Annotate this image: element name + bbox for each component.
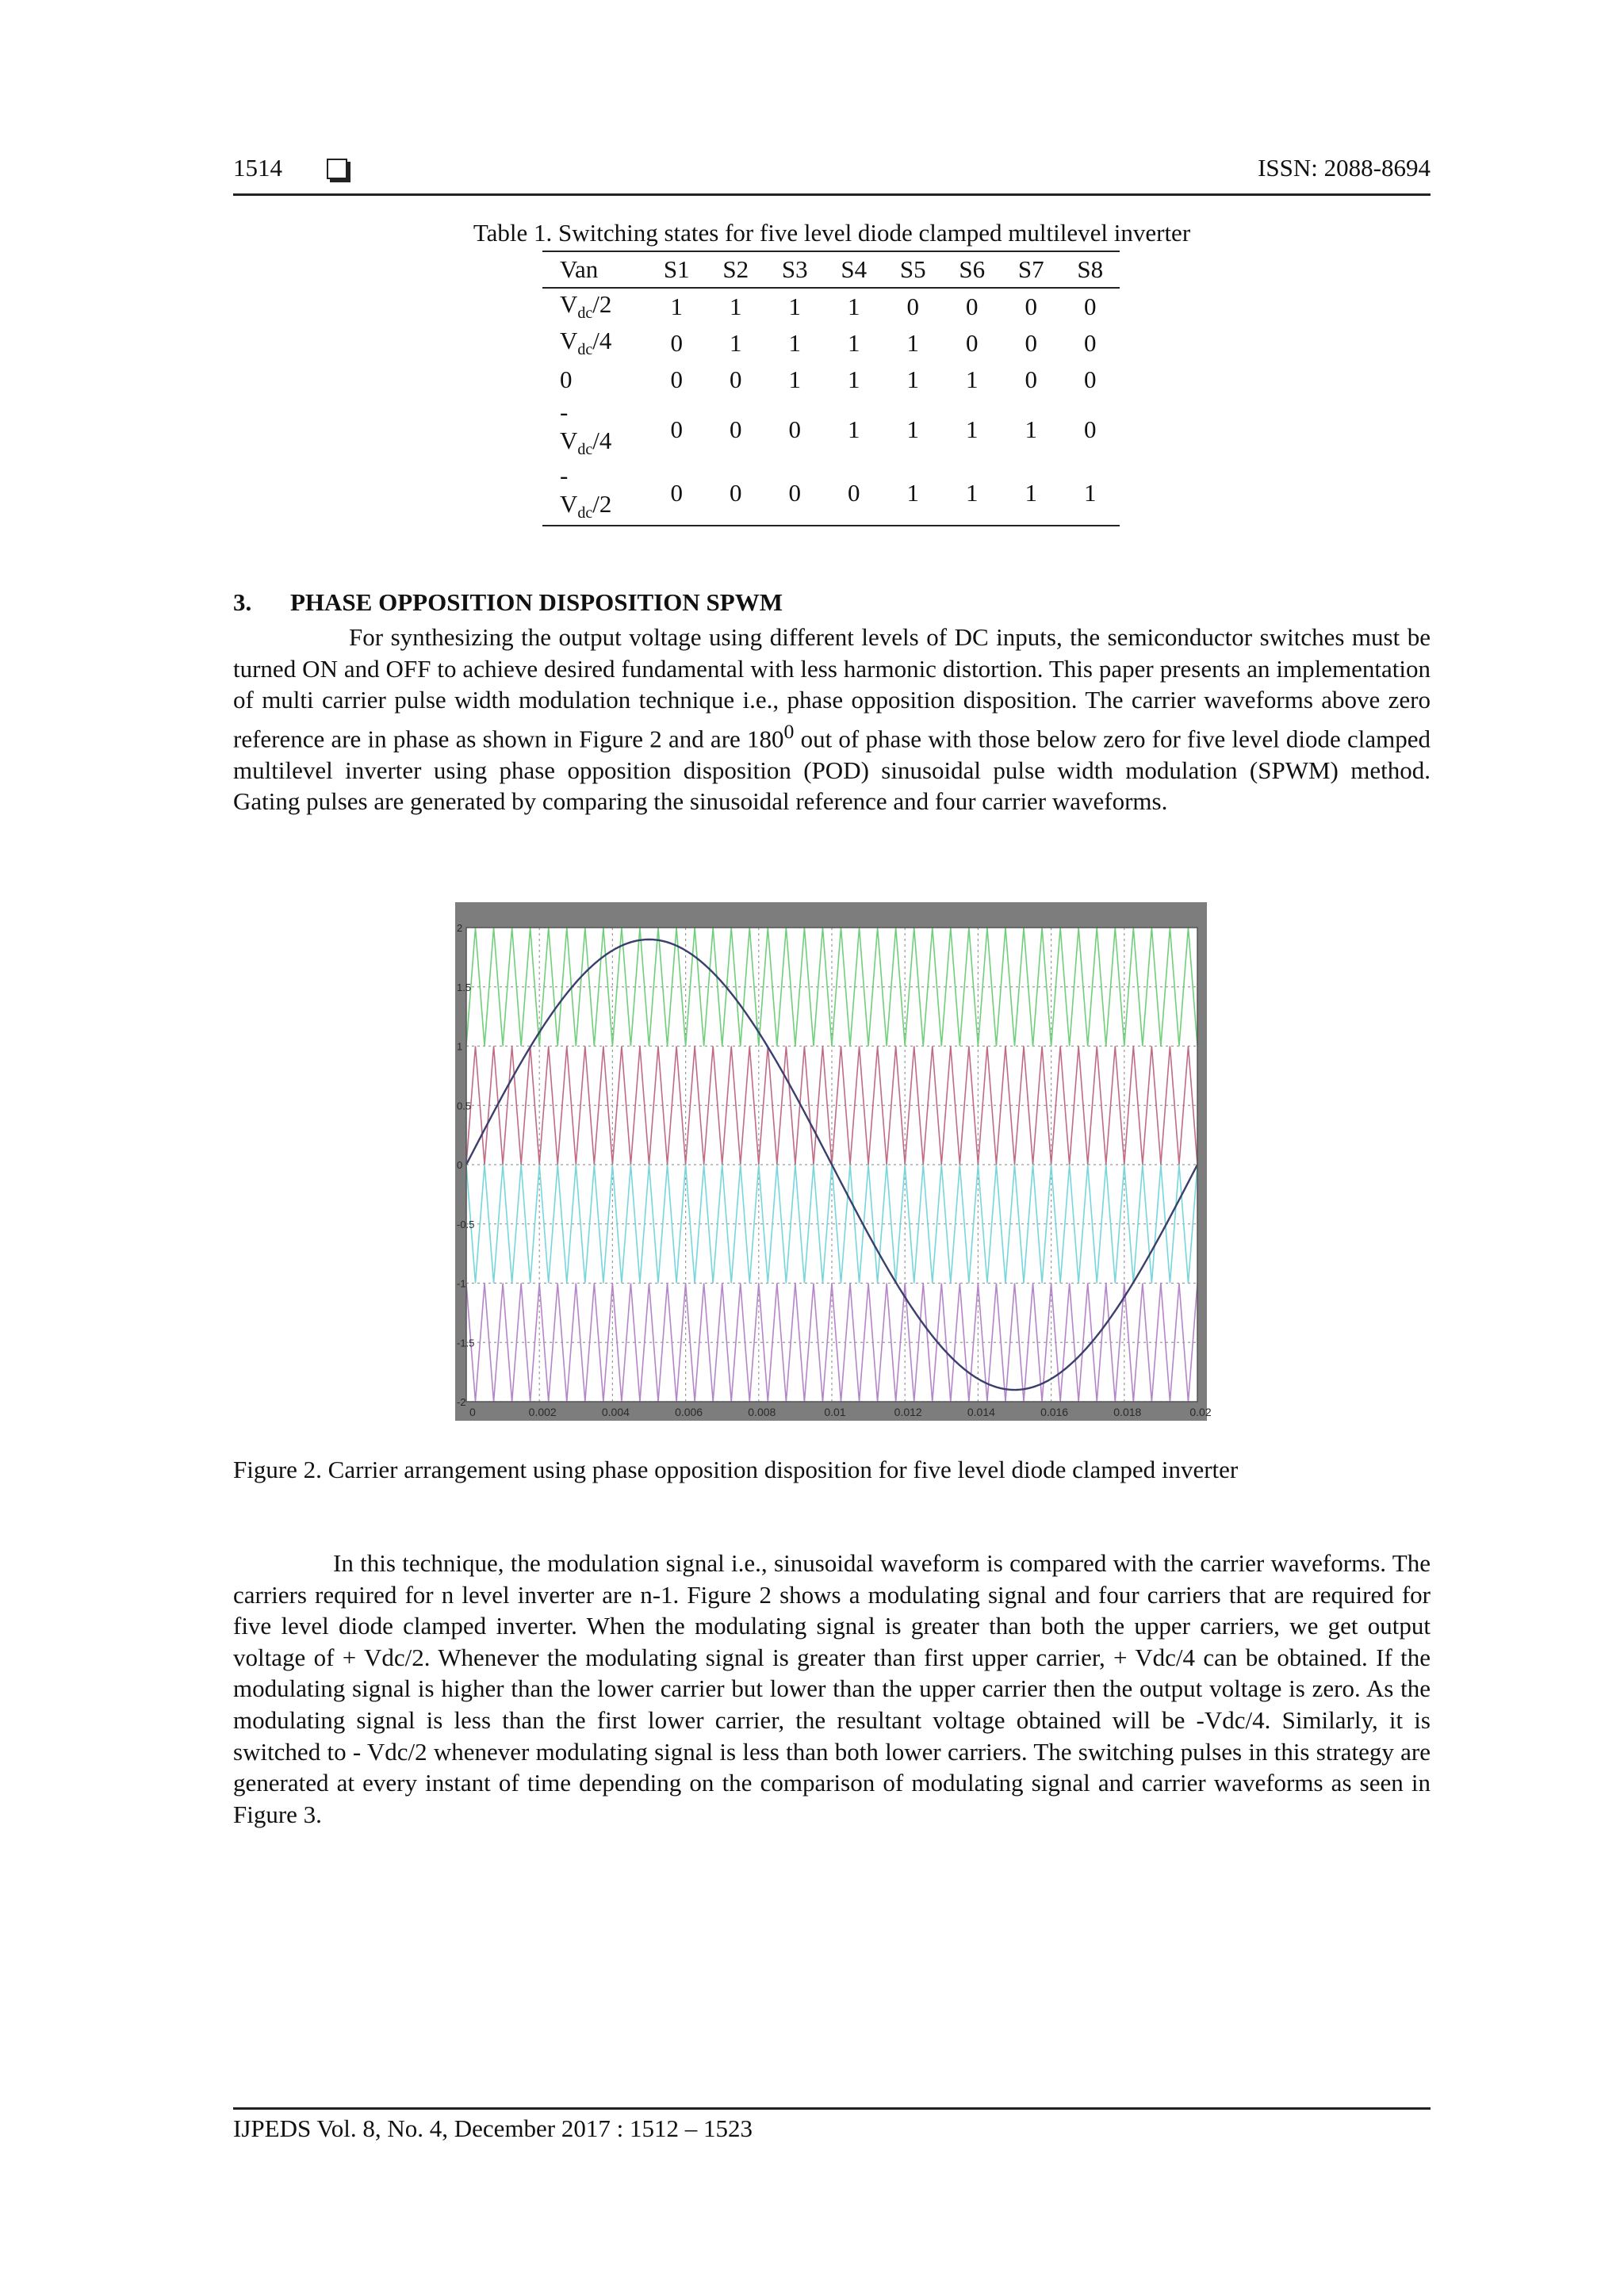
table-header: S3 — [765, 251, 825, 288]
x-tick-label: 0.01 — [824, 1406, 846, 1418]
section-title: PHASE OPPOSITION DISPOSITION SPWM — [290, 588, 783, 616]
page-number: 1514 — [233, 154, 282, 182]
table-header: Van — [542, 251, 647, 288]
table-row — [542, 325, 1120, 362]
table-cell: 0 — [730, 365, 742, 393]
x-tick-label: 0.008 — [748, 1406, 776, 1418]
table-header: S2 — [707, 251, 766, 288]
paragraph-1-text: For synthesizing the output voltage using different levels of DC inputs, the semiconductor switches must be turned ON and OFF to achieve desired fundamental with less harmonic distortion. This paper presents an implementation of multi carrier pulse width modulation technique i.e., phase opposition disposition. The carrier waveforms above zero reference are in phase as shown in Figure 2 and are 180 — [233, 623, 1431, 753]
table-cell: 0 — [966, 293, 979, 320]
table-cell: 0 — [1084, 415, 1097, 444]
table-header: S8 — [1061, 251, 1120, 288]
table-cell: 1 — [670, 293, 683, 320]
table-cell: 0 — [906, 293, 919, 320]
y-tick-label: 2 — [457, 922, 463, 934]
x-tick-label: 0.012 — [894, 1406, 922, 1418]
table-cell: 0 — [966, 329, 979, 357]
table-row — [542, 398, 1120, 461]
y-tick-label: -1 — [457, 1277, 466, 1290]
table-cell: 1 — [1061, 461, 1120, 526]
van-cell: - $V_{dc}/2$ — [542, 461, 647, 526]
table-header: S1 — [647, 251, 707, 288]
y-tick-label: -0.5 — [457, 1218, 475, 1230]
x-tick-label: 0.002 — [528, 1406, 557, 1418]
table-cell: 0 — [1025, 365, 1037, 393]
figure-2 — [455, 902, 1212, 1421]
paragraph-2 — [233, 1548, 1431, 1830]
y-tick-label: 1.5 — [457, 981, 472, 993]
y-tick-label: 1 — [457, 1040, 463, 1053]
table-cell: 1 — [848, 365, 860, 393]
switching-states-table — [542, 251, 1120, 526]
table-cell: 1 — [1002, 461, 1061, 526]
table-cell: 0 — [788, 415, 801, 444]
paragraph-2-text: In this technique, the modulation signal i.e., sinusoidal waveform is compared with the carrier waveforms. The carriers required for n level inverter are n-1. Figure 2 shows a modulating signal and four carriers that are required for five level diode clamped inverter. When the modulating signal is greater than both the upper carriers, we get output voltage of + Vdc/2. Whenever the modulating signal is greater than first upper carrier, + Vdc/4 can be obtained. If the modulating signal is higher than the lower carrier but lower than the upper carrier then the output voltage is zero. As the modulating signal is less than the first lower carrier, the resultant voltage obtained will be -Vdc/4. Similarly, it is switched to - Vdc/2 whenever modulating signal is less than both lower carriers. The switching pulses in this strategy are generated at every instant of time depending on the comparison of modulating signal and carrier waveforms as seen in Figure 3. — [233, 1549, 1431, 1828]
table-cell: 1 — [1025, 415, 1037, 444]
table-cell: 0 — [730, 415, 742, 444]
table-cell: 0 — [1084, 329, 1097, 357]
table-cell: 1 — [788, 329, 801, 357]
table-header: S4 — [825, 251, 884, 288]
table-cell: 1 — [730, 293, 742, 320]
x-tick-label: 0.016 — [1040, 1406, 1069, 1418]
table-cell: 1 — [848, 415, 860, 444]
y-tick-label: -1.5 — [457, 1337, 475, 1349]
table-cell: 1 — [730, 329, 742, 357]
carrier-chart — [455, 902, 1212, 1421]
section-heading — [233, 588, 783, 617]
y-tick-label: 0 — [457, 1159, 463, 1171]
table-cell: 1 — [848, 293, 860, 320]
paragraph-1-text-cont: out of phase with those below zero for five level diode clamped multilevel inverter using phase opposition disposition (POD) sinusoidal pulse width modulation (SPWM) method. Gating pulses are generated by comparing the sinusoidal reference and four carrier waveforms. — [233, 725, 1431, 816]
table-row — [542, 288, 1120, 325]
table-cell: 1 — [883, 461, 943, 526]
van-cell: $V_{dc}/4$ — [560, 327, 612, 359]
table-cell: 0 — [707, 461, 766, 526]
table-cell: 0 — [1084, 293, 1097, 320]
table-cell: 0 — [1025, 329, 1037, 357]
x-tick-label: 0 — [469, 1406, 476, 1418]
table-caption: Table 1. Switching states for five level diode clamped multilevel inverter — [473, 219, 1191, 247]
degree-superscript: 0 — [783, 719, 795, 743]
x-tick-label: 0.02 — [1189, 1406, 1212, 1418]
table-cell: 0 — [1084, 365, 1097, 393]
van-cell: - $V_{dc}/4$ — [560, 398, 612, 459]
paragraph-1 — [233, 622, 1431, 817]
table-cell: 1 — [906, 365, 919, 393]
table-cell: 1 — [906, 415, 919, 444]
page-header — [233, 154, 1431, 196]
table-cell: 0 — [670, 365, 683, 393]
table-header-row — [542, 251, 1120, 288]
van-cell: $V_{dc}/2$ — [560, 290, 612, 323]
table-row — [542, 461, 1120, 526]
section-number: 3. — [233, 588, 252, 616]
table-cell: 1 — [966, 415, 979, 444]
page-footer: IJPEDS Vol. 8, No. 4, December 2017 : 1512 – 1523 — [233, 2107, 1431, 2143]
table-cell: 0 — [670, 415, 683, 444]
checkbox-square-icon — [327, 159, 347, 179]
y-tick-label: -2 — [457, 1396, 466, 1408]
x-tick-label: 0.018 — [1113, 1406, 1142, 1418]
table-cell: 1 — [966, 365, 979, 393]
x-tick-label: 0.014 — [967, 1406, 995, 1418]
table-cell: 1 — [906, 329, 919, 357]
table-cell: 0 — [825, 461, 884, 526]
table-header: S7 — [1002, 251, 1061, 288]
table-cell: 0 — [647, 461, 707, 526]
figure-caption: Figure 2. Carrier arrangement using phase opposition disposition for five level diode clamped inverter — [233, 1456, 1239, 1483]
table-cell: 0 — [670, 329, 683, 357]
table-cell: 1 — [788, 293, 801, 320]
y-tick-label: 0.5 — [457, 1100, 472, 1112]
x-tick-label: 0.006 — [675, 1406, 703, 1418]
table-cell: 1 — [848, 329, 860, 357]
table-cell: 0 — [765, 461, 825, 526]
table-row — [542, 362, 1120, 398]
table-cell: 1 — [788, 365, 801, 393]
table-header: S6 — [943, 251, 1002, 288]
table-cell: 1 — [943, 461, 1002, 526]
table-cell: 0 — [1025, 293, 1037, 320]
table-header: S5 — [883, 251, 943, 288]
x-tick-label: 0.004 — [601, 1406, 630, 1418]
issn: ISSN: 2088-8694 — [1258, 154, 1431, 182]
van-cell: 0 — [560, 365, 573, 393]
